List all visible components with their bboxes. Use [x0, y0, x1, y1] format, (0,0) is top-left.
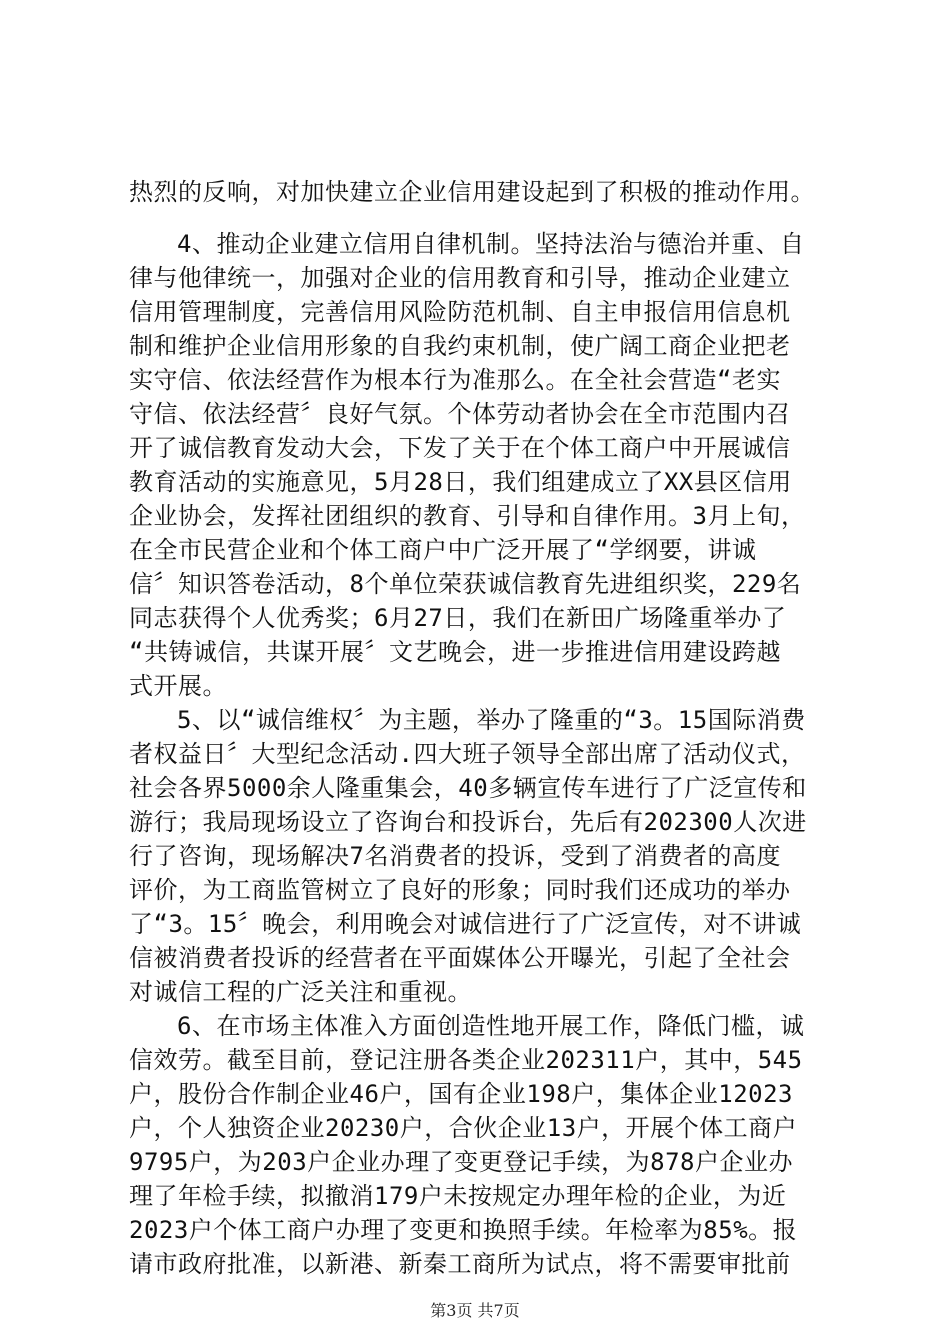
- page-footer: 第3页 共7页: [430, 1301, 520, 1320]
- text-line: 实守信、依法经营作为根本行为准那么。在全社会营造“老实: [129, 366, 781, 394]
- text-line: 了“3。15〞晚会，利用晚会对诚信进行了广泛宣传，对不讲诚: [129, 910, 802, 938]
- text-line: 信用管理制度，完善信用风险防范机制、自主申报信用信息机: [129, 298, 791, 326]
- text-line: 评价，为工商监管树立了良好的形象；同时我们还成功的举办: [129, 876, 791, 904]
- text-line: 企业协会，发挥社团组织的教育、引导和自律作用。3月上旬，: [129, 502, 806, 530]
- text-line: 信效劳。截至目前，登记注册各类企业202311户，其中，545: [129, 1046, 803, 1074]
- text-line: 9795户，为203户企业办理了变更登记手续，为878户企业办: [129, 1148, 793, 1176]
- text-line: 在全市民营企业和个体工商户中广泛开展了“学纲要，讲诚: [129, 536, 757, 564]
- text-line: 信被消费者投诉的经营者在平面媒体公开曝光，引起了全社会: [129, 944, 791, 972]
- text-line: 理了年检手续，拟撤消179户未按规定办理年检的企业，为近: [129, 1182, 787, 1210]
- text-line: 热烈的反响，对加快建立企业信用建设起到了积极的推动作用。: [129, 178, 815, 206]
- text-line: 请市政府批准，以新港、新秦工商所为试点，将不需要审批前: [129, 1250, 791, 1278]
- text-line: 制和维护企业信用形象的自我约束机制，使广阔工商企业把老: [129, 332, 791, 360]
- text-line: 户，个人独资企业20230户，合伙企业13户，开展个体工商户: [129, 1114, 798, 1142]
- text-line: 2023户个体工商户办理了变更和换照手续。年检率为85%。报: [129, 1216, 798, 1244]
- text-line: 开了诚信教育发动大会，下发了关于在个体工商户中开展诚信: [129, 434, 791, 462]
- text-line: 教育活动的实施意见，5月28日，我们组建成立了XX县区信用: [129, 468, 792, 496]
- text-line: 同志获得个人优秀奖；6月27日，我们在新田广场隆重举办了: [129, 604, 787, 632]
- text-line: 6、在市场主体准入方面创造性地开展工作，降低门槛，诚: [177, 1012, 805, 1040]
- text-line: 行了咨询，现场解决7名消费者的投诉，受到了消费者的高度: [129, 842, 781, 870]
- text-line: 律与他律统一，加强对企业的信用教育和引导，推动企业建立: [129, 264, 791, 292]
- text-line: “共铸诚信，共谋开展〞文艺晚会，进一步推进信用建设跨越: [129, 638, 781, 666]
- text-line: 社会各界5000余人隆重集会，40多辆宣传车进行了广泛宣传和: [129, 774, 807, 802]
- text-line: 守信、依法经营〞良好气氛。个体劳动者协会在全市范围内召: [129, 400, 791, 428]
- text-line: 对诚信工程的广泛关注和重视。: [129, 978, 472, 1006]
- text-line: 者权益日〞大型纪念活动.四大班子领导全部出席了活动仪式，: [129, 740, 806, 768]
- text-line: 式开展。: [129, 672, 227, 700]
- text-line: 户，股份合作制企业46户，国有企业198户，集体企业12023: [129, 1080, 793, 1108]
- text-line: 游行；我局现场设立了咨询台和投诉台，先后有202300人次进: [129, 808, 807, 836]
- text-line: 信〞知识答卷活动，8个单位荣获诚信教育先进组织奖，229名: [129, 570, 802, 598]
- text-line: 4、推动企业建立信用自律机制。坚持法治与德治并重、自: [177, 230, 805, 258]
- text-line: 5、以“诚信维权〞为主题，举办了隆重的“3。15国际消费: [177, 706, 806, 734]
